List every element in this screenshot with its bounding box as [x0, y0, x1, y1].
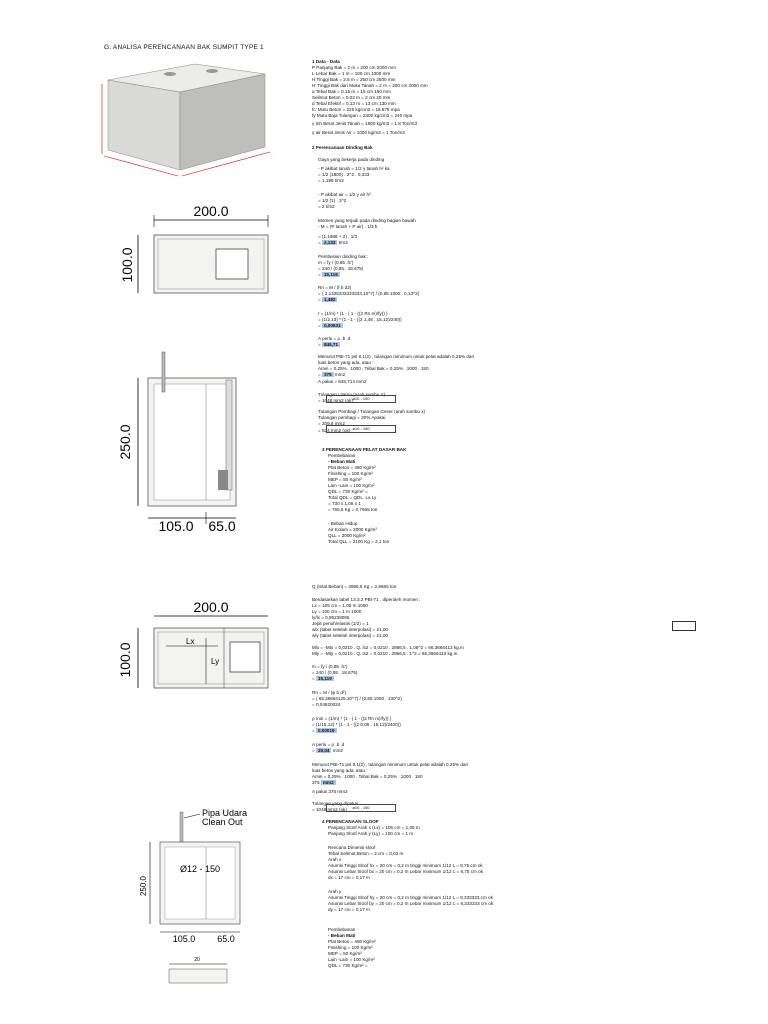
calc-line: - Beban Mati: [328, 459, 356, 464]
calc-line: = 0,04620024: [312, 702, 341, 707]
calc-line: Lain -Lain = 100 Kg/m²: [328, 957, 375, 962]
calc-line: ly/lx = 0,95238095: [312, 615, 350, 620]
bottom-detail-label: 20: [194, 957, 200, 963]
plan-view-1: [118, 205, 278, 305]
calc-line: Panjang Sloof Arah x (Lx) = 105 cm = 1,05 m: [328, 825, 420, 830]
calc-line: Asumsi Lebar Sloof by = 20 cm = 0,2 m Lebar minimum 1/12 L = 8,333333 cm ok: [328, 901, 494, 906]
plan2-width-label: 200.0: [193, 599, 229, 615]
calc-line: - Beban Hidup: [328, 521, 358, 526]
calc-line: Mly = -Mty = 0,0210 . Q. lx2 = 0,0210 . 2866,5 . 1^2 = 66,3666413 kg.m: [312, 651, 458, 656]
calc-line: 4 PERENCANAAN SLOOF: [322, 819, 379, 824]
section2-rebar-label: Ø12 - 150: [180, 864, 221, 874]
calc-line: = 375 mm2: [318, 372, 346, 377]
calc-line: Amin = 0,25% . 1000 . Tebal Bak = 0,25% . 1000 . 150: [312, 774, 423, 779]
calc-line: MEP = 50 Kg/m²: [328, 477, 362, 482]
calc-line: QDL = 730 Kg/m² =: [328, 489, 368, 494]
calc-line: A pakai = 845,714 mm2: [318, 379, 367, 384]
calc-line: Mlx = -Mtx = 0,0210 . Q. lx2 = 0,0210 . 2866,5 . 1,05^2 = 66,3666413 kg.m: [312, 645, 464, 650]
calc-line: Air Kolam = 2000 Kg/m²: [328, 527, 377, 532]
calc-line: Panjang Sloof Arah y (Ly) = 100 cm = 1 m: [328, 831, 414, 836]
calc-line: - P akibat air = 1/2 γ air h²: [318, 192, 371, 197]
calc-line: = 1048 mm2 (ok): [312, 807, 347, 812]
calc-line: Selimut Beton = 0.02 m = 2 cm 20 mm: [312, 95, 391, 100]
calc-line: γ air Berat Jenis Air = 1000 kg/m3 = 1 Ton/m3: [312, 130, 405, 135]
calc-line: luas beton yang ada, atau :: [312, 768, 368, 773]
calc-line: Menurut PBI-71 psl 9.1(2) , tulangan minimum untuk pelat adalah 0,25% dari: [312, 762, 469, 767]
calc-line: 375 mm2: [312, 780, 334, 785]
calc-line: Finishing = 100 Kg/m²: [328, 945, 373, 950]
calc-line: Menurut PBI-71 psl 9.1(2) , tulangan minimum untuk pelat adalah 0,25% dari: [318, 354, 475, 359]
calc-line: = 2,133 t/m3: [318, 240, 348, 245]
calc-line: = 730 x 1,05 x 1: [328, 501, 361, 506]
calc-line: Q (total Beban) = 2866,5 Kg = 2,8665 ton: [312, 584, 397, 589]
calc-line: Tebal Selimut Beton = 3 cm = 0,03 m: [328, 851, 404, 856]
calc-line: Asumsi Tinggi Sloof hx = 20 cm = 0,2 m tinggi minimum 1/12 L = 8,75 cm ok: [328, 863, 483, 868]
calc-line: L Lebar Bak = 1 m = 100 cm 1000 mm: [312, 71, 391, 76]
calc-line: = (1,1988 + 2) . 1/3: [318, 234, 358, 239]
calc-line: Rencana Dimensi sloof: [328, 845, 376, 850]
calc-line: = 766,5 Kg = 0,7665 ton: [328, 507, 378, 512]
plan1-width-label: 200.0: [193, 203, 229, 219]
calc-line: Gaya yang bekerja pada dinding: [318, 157, 385, 162]
calc-line: QDL = 730 Kg/m² =: [328, 963, 368, 968]
section2-width2-label: 65.0: [217, 934, 235, 944]
calc-line: P Panjang Bak = 2 m = 200 cm 2000 mm: [312, 65, 396, 70]
side-marker-box: [672, 621, 696, 631]
calc-line: - Beban Mati: [328, 933, 356, 938]
calc-line: wlx (tabel setelah interpolasi) = 21,00: [312, 627, 388, 632]
calc-line: = (1/2,13) * (1 - 1 - ((2 1,48 . 15,12)/240)): [318, 317, 402, 322]
calc-line: Lx = 105 cm = 1,05 m 1050: [312, 603, 368, 608]
calc-line: Berdasarkan tabel 13.3.2 PBI-71 , diperoleh momen :: [312, 597, 421, 602]
calc-line: = 2 t/m2: [318, 204, 335, 209]
calc-line: ρ min = (1/m) * (1 - ( 1 - ((2 Rn m)/fy)) ): [312, 716, 392, 721]
calc-line: = 0,00019: [312, 728, 335, 733]
calc-line: Tulangan pembagi = 20% Apakai: [318, 415, 386, 420]
calc-line: = (1/15,12) * (1 - 1 - ((2 0,05 . 15,12)/2400)): [312, 722, 401, 727]
calc-line: Momen yang terjadi pada dinding bagian bawah: [318, 218, 416, 223]
calc-line: Total QDL = QDL. Lx.Ly: [328, 495, 377, 500]
section2-label-clean: Clean Out: [202, 817, 243, 827]
calc-line: Tulangan Utama (Arah sumbu Y): [318, 392, 386, 397]
calc-line: = 240 / (0,85 . 18,675): [318, 266, 364, 271]
calc-line: Plat Beton = 480 Kg/m²: [328, 939, 376, 944]
section2-width1-label: 105.0: [172, 934, 196, 944]
section2-height-label: 250.0: [139, 875, 148, 897]
calc-line: = ( 2,1325333333333.10^7) / (0,85 1000 . 0,13^2): [318, 291, 420, 296]
calc-line: - P akibat tanah = 1/2 γ tanah h² ka: [318, 166, 390, 171]
calc-line: = 524 mm2 (ok): [318, 428, 351, 433]
calc-line: Asumsi Lebar Sloof bx = 20 cm = 0,2 m Lebar minimum 1/12 L = 8,75 cm ok: [328, 869, 483, 874]
calc-line: = 209,6 mm2: [318, 421, 345, 426]
calc-line: Pembesian dinding bak :: [318, 254, 369, 259]
calc-line: = 1/2 (1) . 2^2: [318, 198, 347, 203]
calc-line: H' Tinggi Bak dari Muka Tanah = 2 m = 200 cm 2000 mm: [312, 83, 428, 88]
calc-line: = 25,04 mm2: [312, 748, 343, 753]
plan-view-2: [108, 598, 278, 698]
section2-label-pipa: Pipa Udara: [202, 808, 248, 818]
plan2-ly-label: Ly: [211, 657, 220, 666]
calc-line: = 15,119: [318, 272, 338, 277]
calc-line: Finishing = 100 Kg/m²: [328, 471, 373, 476]
calc-line: m = fy / (0,85 .fc'): [318, 260, 354, 265]
calc-line: Tulangan Pembagi / Tulangan Geser (arah sumbu x): [318, 409, 426, 414]
calc-line: = 1,482: [318, 297, 336, 302]
calc-line: QLL = 2000 Kg/m²: [328, 533, 366, 538]
plan2-lx-label: Lx: [186, 637, 195, 646]
calc-line: Rn = M / (f b d2): [318, 285, 352, 290]
calc-line: Asumsi Tinggi Sloof hy = 20 cm = 0,2 m tinggi minimum 1/12 L = 8,333333 cm ok: [328, 895, 493, 900]
calc-line: 3 PERENCANAAN PELAT DASAR BAK: [322, 447, 407, 452]
calc-line: wly (tabel setelah interpolasi) = 21,00: [312, 633, 388, 638]
calc-line: d Tebal Efektif = 0.13 m = 13 cm 130 mm: [312, 101, 396, 106]
calc-line: = 240 / (0,85 . 18,675): [312, 670, 358, 675]
plan2-height-label: 100.0: [117, 642, 133, 678]
calc-line: = ( 65,36664125.10^7) / (0,85 1000 . 130^2): [312, 696, 402, 701]
calc-line: a Tebal Bak = 0.15 m = 15 cm 150 mm: [312, 89, 391, 94]
calc-line: Lain -Lain = 100 Kg/m²: [328, 483, 375, 488]
section-view-1: [110, 350, 260, 540]
calc-line: 2 Perencanaan Dinding Bak: [312, 145, 373, 150]
bottom-detail: [165, 955, 235, 985]
calc-line: r = (1/m) * (1 - ( 1 - ((2 Rn m)/fy)) ): [318, 311, 388, 316]
calc-line: Total QLL = 2100 Kg = 2,1 ton: [328, 539, 390, 544]
rebar-box: ø10 - 150: [326, 425, 396, 433]
calc-line: Plat Beton = 480 Kg/m²: [328, 465, 376, 470]
section-view-2: [140, 808, 270, 948]
section1-width2-label: 65.0: [208, 518, 236, 534]
calc-line: = 0,00631: [318, 323, 341, 328]
tank-3d-render: [100, 62, 280, 180]
calc-line: dx = 17 cm = 0,17 m: [328, 875, 370, 880]
calc-line: Rn = M / (φ b d²): [312, 690, 346, 695]
calc-line: MEP = 50 Kg/m²: [328, 951, 362, 956]
calc-line: A perlu = ρ .b .d: [318, 336, 351, 341]
calc-line: fy Mutu Baja Tulangan = 2400 kg/cm2 = 240 mpa: [312, 113, 413, 118]
calc-line: Pembebanan: [328, 927, 356, 932]
calc-line: fc' Mutu Beton = 225 kg/cm2 = 18.675 mpa: [312, 107, 400, 112]
calc-line: A pakai 375 mm2: [312, 789, 348, 794]
calc-line: = 15,119: [312, 676, 332, 681]
plan1-height-label: 100.0: [119, 247, 135, 283]
calc-line: Jepit penuh/elastis (1/2) = 1: [312, 621, 369, 626]
calc-line: - M = (P tanah + P air) . 1/3 h: [318, 224, 378, 229]
calc-line: Arah y: [328, 889, 342, 894]
calc-line: = 845,71: [318, 342, 339, 347]
calc-line: H Tinggi Bak = 2.5 m = 250 cm 2500 mm: [312, 77, 396, 82]
calc-line: Pembebanan: [328, 453, 356, 458]
calc-line: Tulangan yang dipakai: [312, 801, 359, 806]
calc-line: luas beton yang ada, atau :: [318, 360, 374, 365]
rebar-box: ø10 - 150: [326, 804, 396, 812]
calc-line: m = fy / (0,85 .fc'): [312, 664, 348, 669]
section1-height-label: 250.0: [117, 424, 133, 460]
calc-line: Amin = 0,25% . 1000 . Tebal Bak = 0,25% . 1000 . 150: [318, 366, 429, 371]
calc-line: = 1,199 t/m3: [318, 178, 344, 183]
page-title: G. ANALISA PERENCANAAN BAK SUMPIT TYPE 1: [104, 44, 264, 51]
calc-line: A perlu = ρ .b .d: [312, 742, 345, 747]
calc-line: Arah x: [328, 857, 342, 862]
rebar-box: ø10 - 150: [326, 395, 396, 403]
calc-line: γ tnh Berat Jenis Tanah = 1800 kg/m3 = 1.8 Ton/m3: [312, 121, 418, 126]
calc-line: = 1048 mm2 (ok): [318, 398, 353, 403]
calc-line: dy = 17 cm = 0,17 m: [328, 907, 370, 912]
calc-line: = 1/2 (1800) . 2^2 . 0,333: [318, 172, 370, 177]
section1-width1-label: 105.0: [158, 518, 194, 534]
calc-line: 1 Data - Data: [312, 59, 340, 64]
calc-line: Ly = 100 cm = 1 m 1000: [312, 609, 362, 614]
